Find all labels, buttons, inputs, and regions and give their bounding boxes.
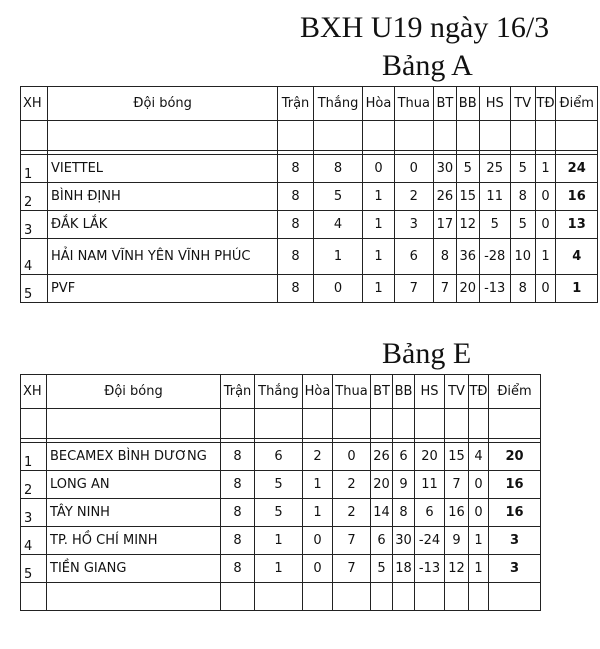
points-cell: 16 [556, 183, 598, 211]
won-cell: 6 [255, 443, 303, 471]
group-a-title: Bảng A [382, 49, 473, 82]
goals-for-cell: 5 [371, 555, 393, 583]
goal-diff-cell: -13 [479, 275, 510, 303]
goals-for-cell: 6 [371, 527, 393, 555]
col-header-won: Thắng [255, 375, 303, 409]
yellow-cards-cell: 9 [445, 527, 469, 555]
goals-for-cell: 30 [433, 155, 456, 183]
col-header-rc: TĐ [469, 375, 489, 409]
rank-cell: 2 [21, 471, 47, 499]
table-row [21, 527, 541, 555]
col-header-ga: BB [393, 375, 415, 409]
goal-diff-cell: 6 [415, 499, 445, 527]
drawn-cell: 1 [363, 211, 394, 239]
goals-against-cell: 30 [393, 527, 415, 555]
blank-row [21, 409, 541, 439]
points-cell: 24 [556, 155, 598, 183]
rank-cell: 1 [21, 443, 47, 471]
goal-diff-cell: 11 [479, 183, 510, 211]
points-cell: 3 [489, 527, 541, 555]
red-cards-cell: 1 [535, 239, 556, 275]
played-cell: 8 [278, 239, 313, 275]
yellow-cards-cell: 8 [510, 275, 535, 303]
drawn-cell: 0 [303, 555, 333, 583]
col-header-gd: HS [479, 87, 510, 121]
goals-against-cell: 9 [393, 471, 415, 499]
lost-cell: 2 [333, 499, 371, 527]
drawn-cell: 0 [363, 155, 394, 183]
rank-cell: 3 [21, 499, 47, 527]
red-cards-cell: 0 [535, 275, 556, 303]
lost-cell: 2 [394, 183, 433, 211]
rank-cell: 5 [21, 275, 48, 303]
rank-cell: 4 [21, 239, 48, 275]
table-header-row [21, 87, 598, 121]
red-cards-cell: 0 [469, 471, 489, 499]
col-header-drawn: Hòa [303, 375, 333, 409]
table-header-row [21, 375, 541, 409]
goals-for-cell: 26 [433, 183, 456, 211]
won-cell: 5 [255, 471, 303, 499]
goals-for-cell: 14 [371, 499, 393, 527]
goals-for-cell: 17 [433, 211, 456, 239]
goals-against-cell: 36 [456, 239, 479, 275]
won-cell: 4 [313, 211, 363, 239]
col-header-played: Trận [278, 87, 313, 121]
table-row [21, 155, 598, 183]
goal-diff-cell: -28 [479, 239, 510, 275]
drawn-cell: 1 [363, 183, 394, 211]
blank-row [21, 583, 541, 611]
red-cards-cell: 0 [535, 211, 556, 239]
drawn-cell: 1 [303, 471, 333, 499]
col-header-xh: XH [21, 375, 47, 409]
yellow-cards-cell: 15 [445, 443, 469, 471]
team-name: LONG AN [47, 471, 221, 499]
yellow-cards-cell: 7 [445, 471, 469, 499]
goals-against-cell: 5 [456, 155, 479, 183]
goal-diff-cell: 5 [479, 211, 510, 239]
blank-row [21, 121, 598, 151]
col-header-yc: TV [510, 87, 535, 121]
drawn-cell: 1 [363, 275, 394, 303]
table-row [21, 183, 598, 211]
rank-cell: 4 [21, 527, 47, 555]
lost-cell: 2 [333, 471, 371, 499]
table-row [21, 211, 598, 239]
team-name: TÂY NINH [47, 499, 221, 527]
page-title: BXH U19 ngày 16/3 [300, 11, 550, 44]
goal-diff-cell: 25 [479, 155, 510, 183]
goals-against-cell: 15 [456, 183, 479, 211]
lost-cell: 7 [394, 275, 433, 303]
table-row [21, 499, 541, 527]
won-cell: 1 [313, 239, 363, 275]
played-cell: 8 [278, 183, 313, 211]
played-cell: 8 [221, 527, 255, 555]
drawn-cell: 1 [303, 499, 333, 527]
played-cell: 8 [221, 499, 255, 527]
points-cell: 4 [556, 239, 598, 275]
played-cell: 8 [221, 555, 255, 583]
col-header-gf: BT [371, 375, 393, 409]
table-row [21, 443, 541, 471]
team-name: ĐẮK LẮK [47, 211, 277, 239]
drawn-cell: 2 [303, 443, 333, 471]
points-cell: 20 [489, 443, 541, 471]
goals-for-cell: 26 [371, 443, 393, 471]
col-header-xh: XH [21, 87, 48, 121]
table-row [21, 471, 541, 499]
col-header-points: Điểm [556, 87, 598, 121]
goals-for-cell: 20 [371, 471, 393, 499]
team-name: HẢI NAM VĨNH YÊN VĨNH PHÚC [47, 239, 277, 275]
goal-diff-cell: 11 [415, 471, 445, 499]
points-cell: 13 [556, 211, 598, 239]
col-header-team: Đội bóng [47, 87, 277, 121]
col-header-played: Trận [221, 375, 255, 409]
drawn-cell: 0 [303, 527, 333, 555]
rank-cell: 3 [21, 211, 48, 239]
group-e-title: Bảng E [382, 337, 472, 370]
col-header-team: Đội bóng [47, 375, 221, 409]
table-row [21, 239, 598, 275]
col-header-rc: TĐ [535, 87, 556, 121]
won-cell: 5 [255, 499, 303, 527]
goals-against-cell: 20 [456, 275, 479, 303]
red-cards-cell: 1 [469, 527, 489, 555]
col-header-lost: Thua [333, 375, 371, 409]
rank-cell: 2 [21, 183, 48, 211]
yellow-cards-cell: 16 [445, 499, 469, 527]
team-name: VIETTEL [47, 155, 277, 183]
goals-against-cell: 18 [393, 555, 415, 583]
lost-cell: 3 [394, 211, 433, 239]
played-cell: 8 [278, 155, 313, 183]
won-cell: 1 [255, 555, 303, 583]
goal-diff-cell: 20 [415, 443, 445, 471]
goal-diff-cell: -13 [415, 555, 445, 583]
rank-cell: 1 [21, 155, 48, 183]
goals-against-cell: 6 [393, 443, 415, 471]
goals-for-cell: 8 [433, 239, 456, 275]
table-row [21, 555, 541, 583]
points-cell: 16 [489, 499, 541, 527]
team-name: TP. HỒ CHÍ MINH [47, 527, 221, 555]
goal-diff-cell: -24 [415, 527, 445, 555]
yellow-cards-cell: 5 [510, 155, 535, 183]
col-header-points: Điểm [489, 375, 541, 409]
col-header-gd: HS [415, 375, 445, 409]
group-a-table [20, 86, 598, 303]
played-cell: 8 [221, 443, 255, 471]
points-cell: 1 [556, 275, 598, 303]
col-header-won: Thắng [313, 87, 363, 121]
table-row [21, 275, 598, 303]
team-name: TIỀN GIANG [47, 555, 221, 583]
points-cell: 3 [489, 555, 541, 583]
col-header-yc: TV [445, 375, 469, 409]
col-header-drawn: Hòa [363, 87, 394, 121]
drawn-cell: 1 [363, 239, 394, 275]
goals-for-cell: 7 [433, 275, 456, 303]
red-cards-cell: 1 [469, 555, 489, 583]
red-cards-cell: 4 [469, 443, 489, 471]
won-cell: 0 [313, 275, 363, 303]
won-cell: 8 [313, 155, 363, 183]
col-header-gf: BT [433, 87, 456, 121]
lost-cell: 6 [394, 239, 433, 275]
won-cell: 1 [255, 527, 303, 555]
lost-cell: 0 [333, 443, 371, 471]
goals-against-cell: 12 [456, 211, 479, 239]
goals-against-cell: 8 [393, 499, 415, 527]
yellow-cards-cell: 12 [445, 555, 469, 583]
played-cell: 8 [278, 211, 313, 239]
played-cell: 8 [278, 275, 313, 303]
col-header-lost: Thua [394, 87, 433, 121]
col-header-ga: BB [456, 87, 479, 121]
lost-cell: 7 [333, 527, 371, 555]
team-name: BECAMEX BÌNH DƯƠNG [47, 443, 221, 471]
yellow-cards-cell: 10 [510, 239, 535, 275]
rank-cell: 5 [21, 555, 47, 583]
team-name: PVF [47, 275, 277, 303]
red-cards-cell: 0 [469, 499, 489, 527]
played-cell: 8 [221, 471, 255, 499]
red-cards-cell: 0 [535, 183, 556, 211]
team-name: BÌNH ĐỊNH [47, 183, 277, 211]
red-cards-cell: 1 [535, 155, 556, 183]
group-e-table [20, 374, 541, 611]
yellow-cards-cell: 8 [510, 183, 535, 211]
lost-cell: 0 [394, 155, 433, 183]
lost-cell: 7 [333, 555, 371, 583]
yellow-cards-cell: 5 [510, 211, 535, 239]
won-cell: 5 [313, 183, 363, 211]
points-cell: 16 [489, 471, 541, 499]
